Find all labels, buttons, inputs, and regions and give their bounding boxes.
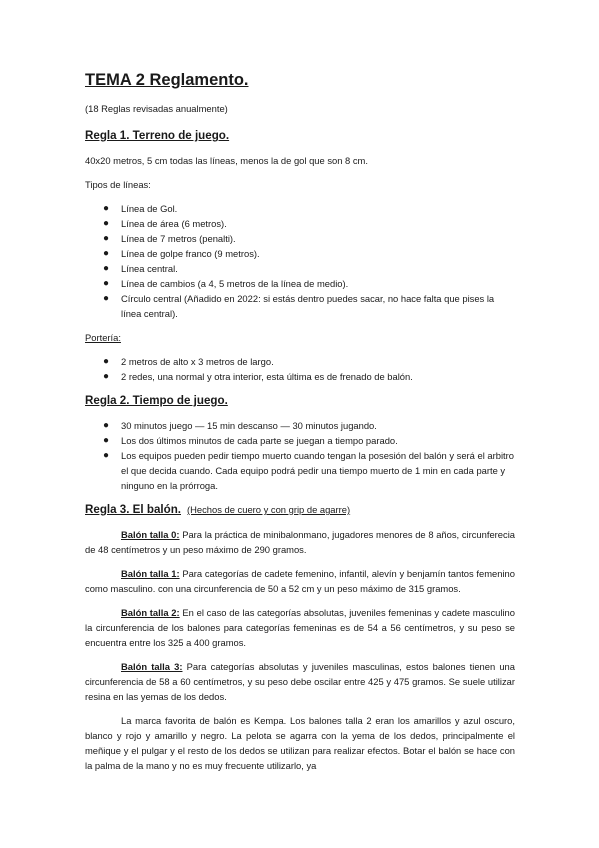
list-item: ● Círculo central (Añadido en 2022: si estás dentro puedes sacar, no hace falta que pises la línea central). xyxy=(103,293,495,319)
bullet-icon: ● xyxy=(103,203,110,214)
regla1-dims: 40x20 metros, 5 cm todas las líneas, menos la de gol que son 8 cm. xyxy=(85,155,368,166)
list-item: ● 2 redes, una normal y otra interior, esta última es de frenado de balón. xyxy=(103,371,413,382)
talla2-label: Balón talla 2: xyxy=(121,607,180,618)
bullet-icon: ● xyxy=(103,356,110,367)
list-item: ● Los equipos pueden pedir tiempo muerto cuando tengan la posesión del balón y será el arbitro el que decida cuando. Cada equipo podrá pedir una tiempo muerto de 1 min en cada parte y ninguno en la prórroga. xyxy=(103,450,514,491)
bullet-icon: ● xyxy=(103,293,110,304)
bullet-icon: ● xyxy=(103,278,110,289)
document-content xyxy=(85,70,515,782)
list-item: ● Línea central. xyxy=(103,263,178,274)
list-item: ● Los dos últimos minutos de cada parte se juegan a tiempo parado. xyxy=(103,435,398,446)
list-item: ● Línea de Gol. xyxy=(103,203,178,214)
talla3-paragraph: Balón talla 3: Para categorías absolutas y juveniles masculinas, estos balones tienen una circunferencia de 58 a 60 centímetros, y su peso debe oscilar entre 425 y 475 gramos. Se suele utilizar resina en las yemas de los dedos. xyxy=(85,661,515,702)
talla1-label: Balón talla 1: xyxy=(121,568,180,579)
bullet-icon: ● xyxy=(103,263,110,274)
bullet-icon: ● xyxy=(103,218,110,229)
bullet-icon: ● xyxy=(103,435,110,446)
bullet-icon: ● xyxy=(103,420,110,431)
lineas-list xyxy=(85,201,515,321)
porteria-label: Portería: xyxy=(85,332,121,343)
list-item: ● Línea de cambios (a 4, 5 metros de la línea de medio). xyxy=(103,278,349,289)
regla3-heading-row xyxy=(85,502,515,518)
list-item: ● Línea de 7 metros (penalti). xyxy=(103,233,236,244)
regla3-note: (Hechos de cuero y con grip de agarre) xyxy=(187,504,351,515)
porteria-list xyxy=(85,354,515,384)
talla2-paragraph: Balón talla 2: En el caso de las categorías absolutas, juveniles femeninas y cadete masculino la circunferencia de los balones para categorías femeninas es de 54 a 56 centímetros, y su peso se encuentra entre los 325 a 400 gramos. xyxy=(85,607,515,648)
bullet-icon: ● xyxy=(103,371,110,382)
bullet-icon: ● xyxy=(103,233,110,244)
talla1-paragraph: Balón talla 1: Para categorías de cadete femenino, infantil, alevín y benjamín tantos femenino como masculino. con una circunferencia de 50 a 52 cm y un peso máximo de 315 gramos. xyxy=(85,568,515,594)
bullet-icon: ● xyxy=(103,450,110,461)
tipos-label: Tipos de líneas: xyxy=(85,179,151,190)
bullet-icon: ● xyxy=(103,248,110,259)
marca-paragraph: La marca favorita de balón es Kempa. Los balones talla 2 eran los amarillos y azul oscuro, blanco y rojo y amarillo y negro. La pelota se agarra con la yema de los dedos, principalmente el meñique y el pulgar y el resto de los dedos se utilizan para realizar efectos. Botar el balón se hace con la palma de la mano y no es muy frecuente utilizarlo, ya xyxy=(85,715,515,771)
list-item: ● Línea de golpe franco (9 metros). xyxy=(103,248,260,259)
regla3-heading: Regla 3. El balón. xyxy=(85,503,181,516)
talla0-label: Balón talla 0: xyxy=(121,529,180,540)
list-item: ● 2 metros de alto x 3 metros de largo. xyxy=(103,356,274,367)
list-item: ● Línea de área (6 metros). xyxy=(103,218,227,229)
list-item: ● 30 minutos juego — 15 min descanso — 30 minutos jugando. xyxy=(103,420,377,431)
talla3-label: Balón talla 3: xyxy=(121,661,183,672)
regla1-heading: Regla 1. Terreno de juego. xyxy=(85,129,230,142)
talla0-paragraph: Balón talla 0: Para la práctica de minibalonmano, jugadores menores de 8 años, circunferecia de 48 centímetros y un peso máximo de 290 gramos. xyxy=(85,529,515,555)
regla2-heading: Regla 2. Tiempo de juego. xyxy=(85,394,228,407)
tiempo-list xyxy=(85,418,515,493)
page-title: TEMA 2 Reglamento. xyxy=(85,71,249,89)
subtitle: (18 Reglas revisadas anualmente) xyxy=(85,103,228,114)
